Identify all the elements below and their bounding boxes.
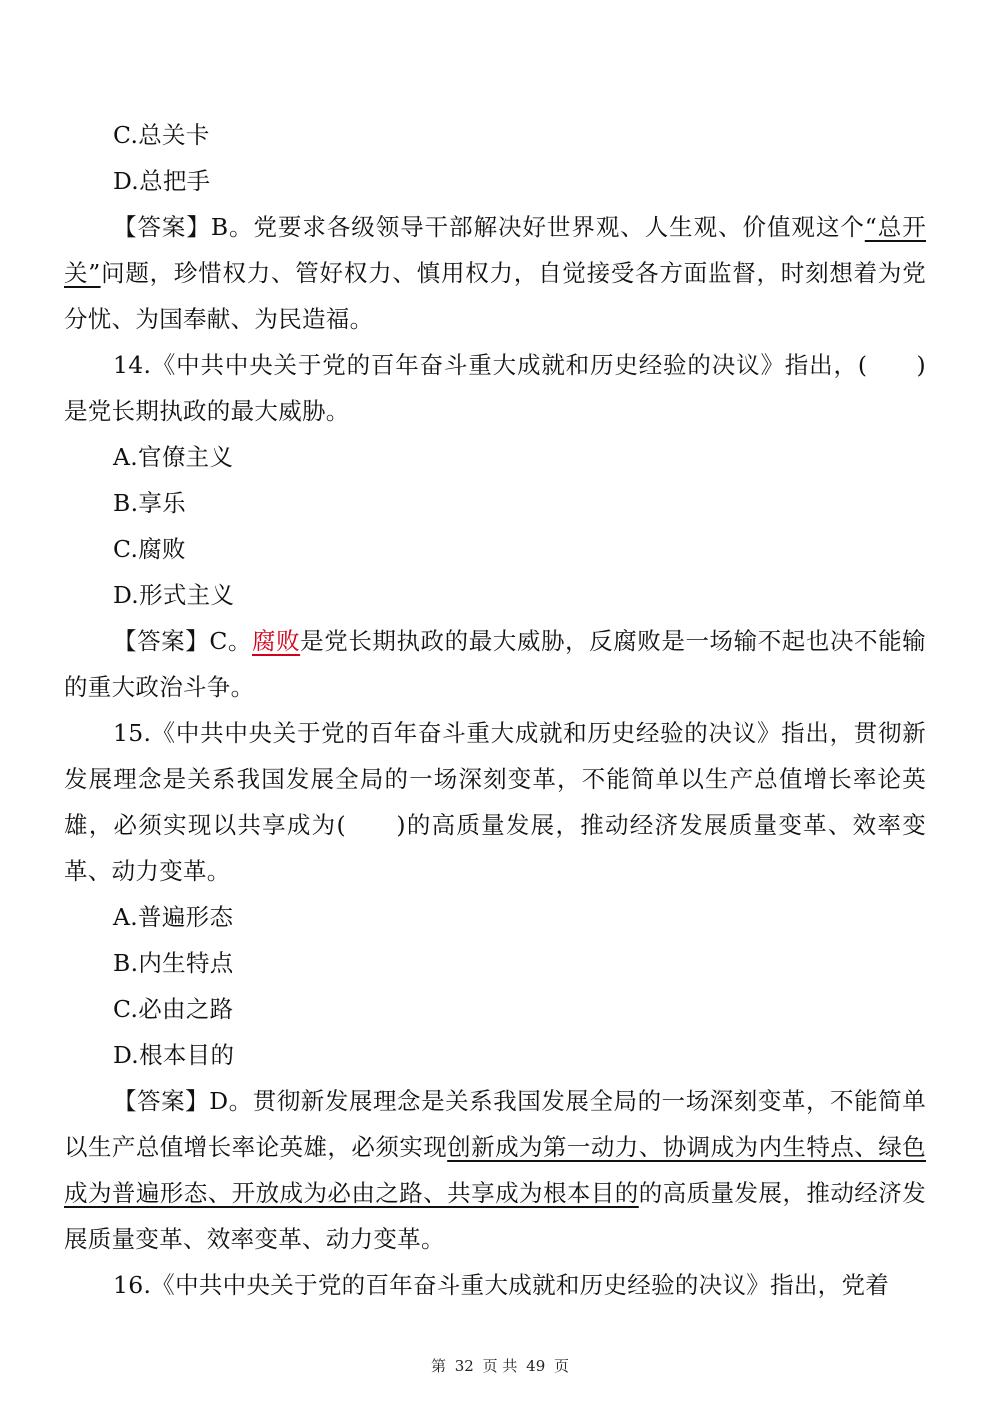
answer-letter: C。 <box>209 627 252 655</box>
q14-answer <box>64 618 926 710</box>
q14-option-c: C.腐败 <box>113 535 186 563</box>
q15-option-d: D.根本目的 <box>113 1041 235 1069</box>
answer-text: 贯彻新发展理念是关系我国发展全局的一场深刻变革，不能简单以生产总值增长率论英雄，必须实现 <box>64 1087 926 1161</box>
q13-option-d: D.总把手 <box>113 167 211 195</box>
q15-answer <box>64 1078 926 1262</box>
q15-option-c: C.必由之路 <box>113 995 234 1023</box>
q14-stem: 14.《中共中央关于党的百年奋斗重大成就和历史经验的决议》指出，( )是党长期执政的最大威胁。 <box>64 351 926 425</box>
q15-option-a: A.普遍形态 <box>113 903 234 931</box>
q13-answer <box>64 204 926 342</box>
q14-option-d: D.形式主义 <box>113 581 235 609</box>
answer-label: 【答案】 <box>113 1087 210 1115</box>
answer-letter: B。 <box>210 213 254 241</box>
answer-keyword: “总开关” <box>64 213 927 287</box>
footer-mid: 页 共 <box>482 1357 518 1375</box>
total-pages: 49 <box>526 1357 546 1375</box>
q14-option-b: B.享乐 <box>113 489 186 517</box>
page-footer <box>0 1355 1000 1376</box>
answer-text: 党要求各级领导干部解决好世界观、人生观、价值观这个 <box>253 213 865 241</box>
q16-stem: 16.《中共中央关于党的百年奋斗重大成就和历史经验的决议》指出，党着 <box>113 1271 890 1299</box>
answer-keyword: 腐败 <box>251 627 301 655</box>
q15-stem: 15.《中共中央关于党的百年奋斗重大成就和历史经验的决议》指出，贯彻新发展理念是关系我国发展全局的一场深刻变革，不能简单以生产总值增长率论英雄，必须实现以共享成为( )的高质量发展，推动经济发展质量变革、效率变革、动力变革。 <box>64 719 926 885</box>
q15-option-b: B.内生特点 <box>113 949 234 977</box>
footer-prefix: 第 <box>430 1357 446 1375</box>
q14-option-a: A.官僚主义 <box>113 443 234 471</box>
page-content <box>64 112 926 1308</box>
page-number: 32 <box>454 1357 474 1375</box>
q13-option-c: C.总关卡 <box>113 121 210 149</box>
answer-keyword: 创新成为第一动力、协调成为内生特点、绿色成为普遍形态、开放成为必由之路、共享成为根本目的 <box>64 1133 926 1207</box>
answer-text-rest: 是党长期执政的最大威胁，反腐败是一场输不起也决不能输的重大政治斗争。 <box>64 627 926 701</box>
answer-letter: D。 <box>209 1087 253 1115</box>
answer-text-rest: 问题，珍惜权力、管好权力、慎用权力，自觉接受各方面监督，时刻想着为党分忧、为国奉献、为民造福。 <box>64 259 926 333</box>
answer-label: 【答案】 <box>113 213 211 241</box>
answer-text-rest: 的高质量发展，推动经济发展质量变革、效率变革、动力变革。 <box>64 1179 926 1253</box>
footer-suffix: 页 <box>554 1357 570 1375</box>
answer-label: 【答案】 <box>113 627 210 655</box>
